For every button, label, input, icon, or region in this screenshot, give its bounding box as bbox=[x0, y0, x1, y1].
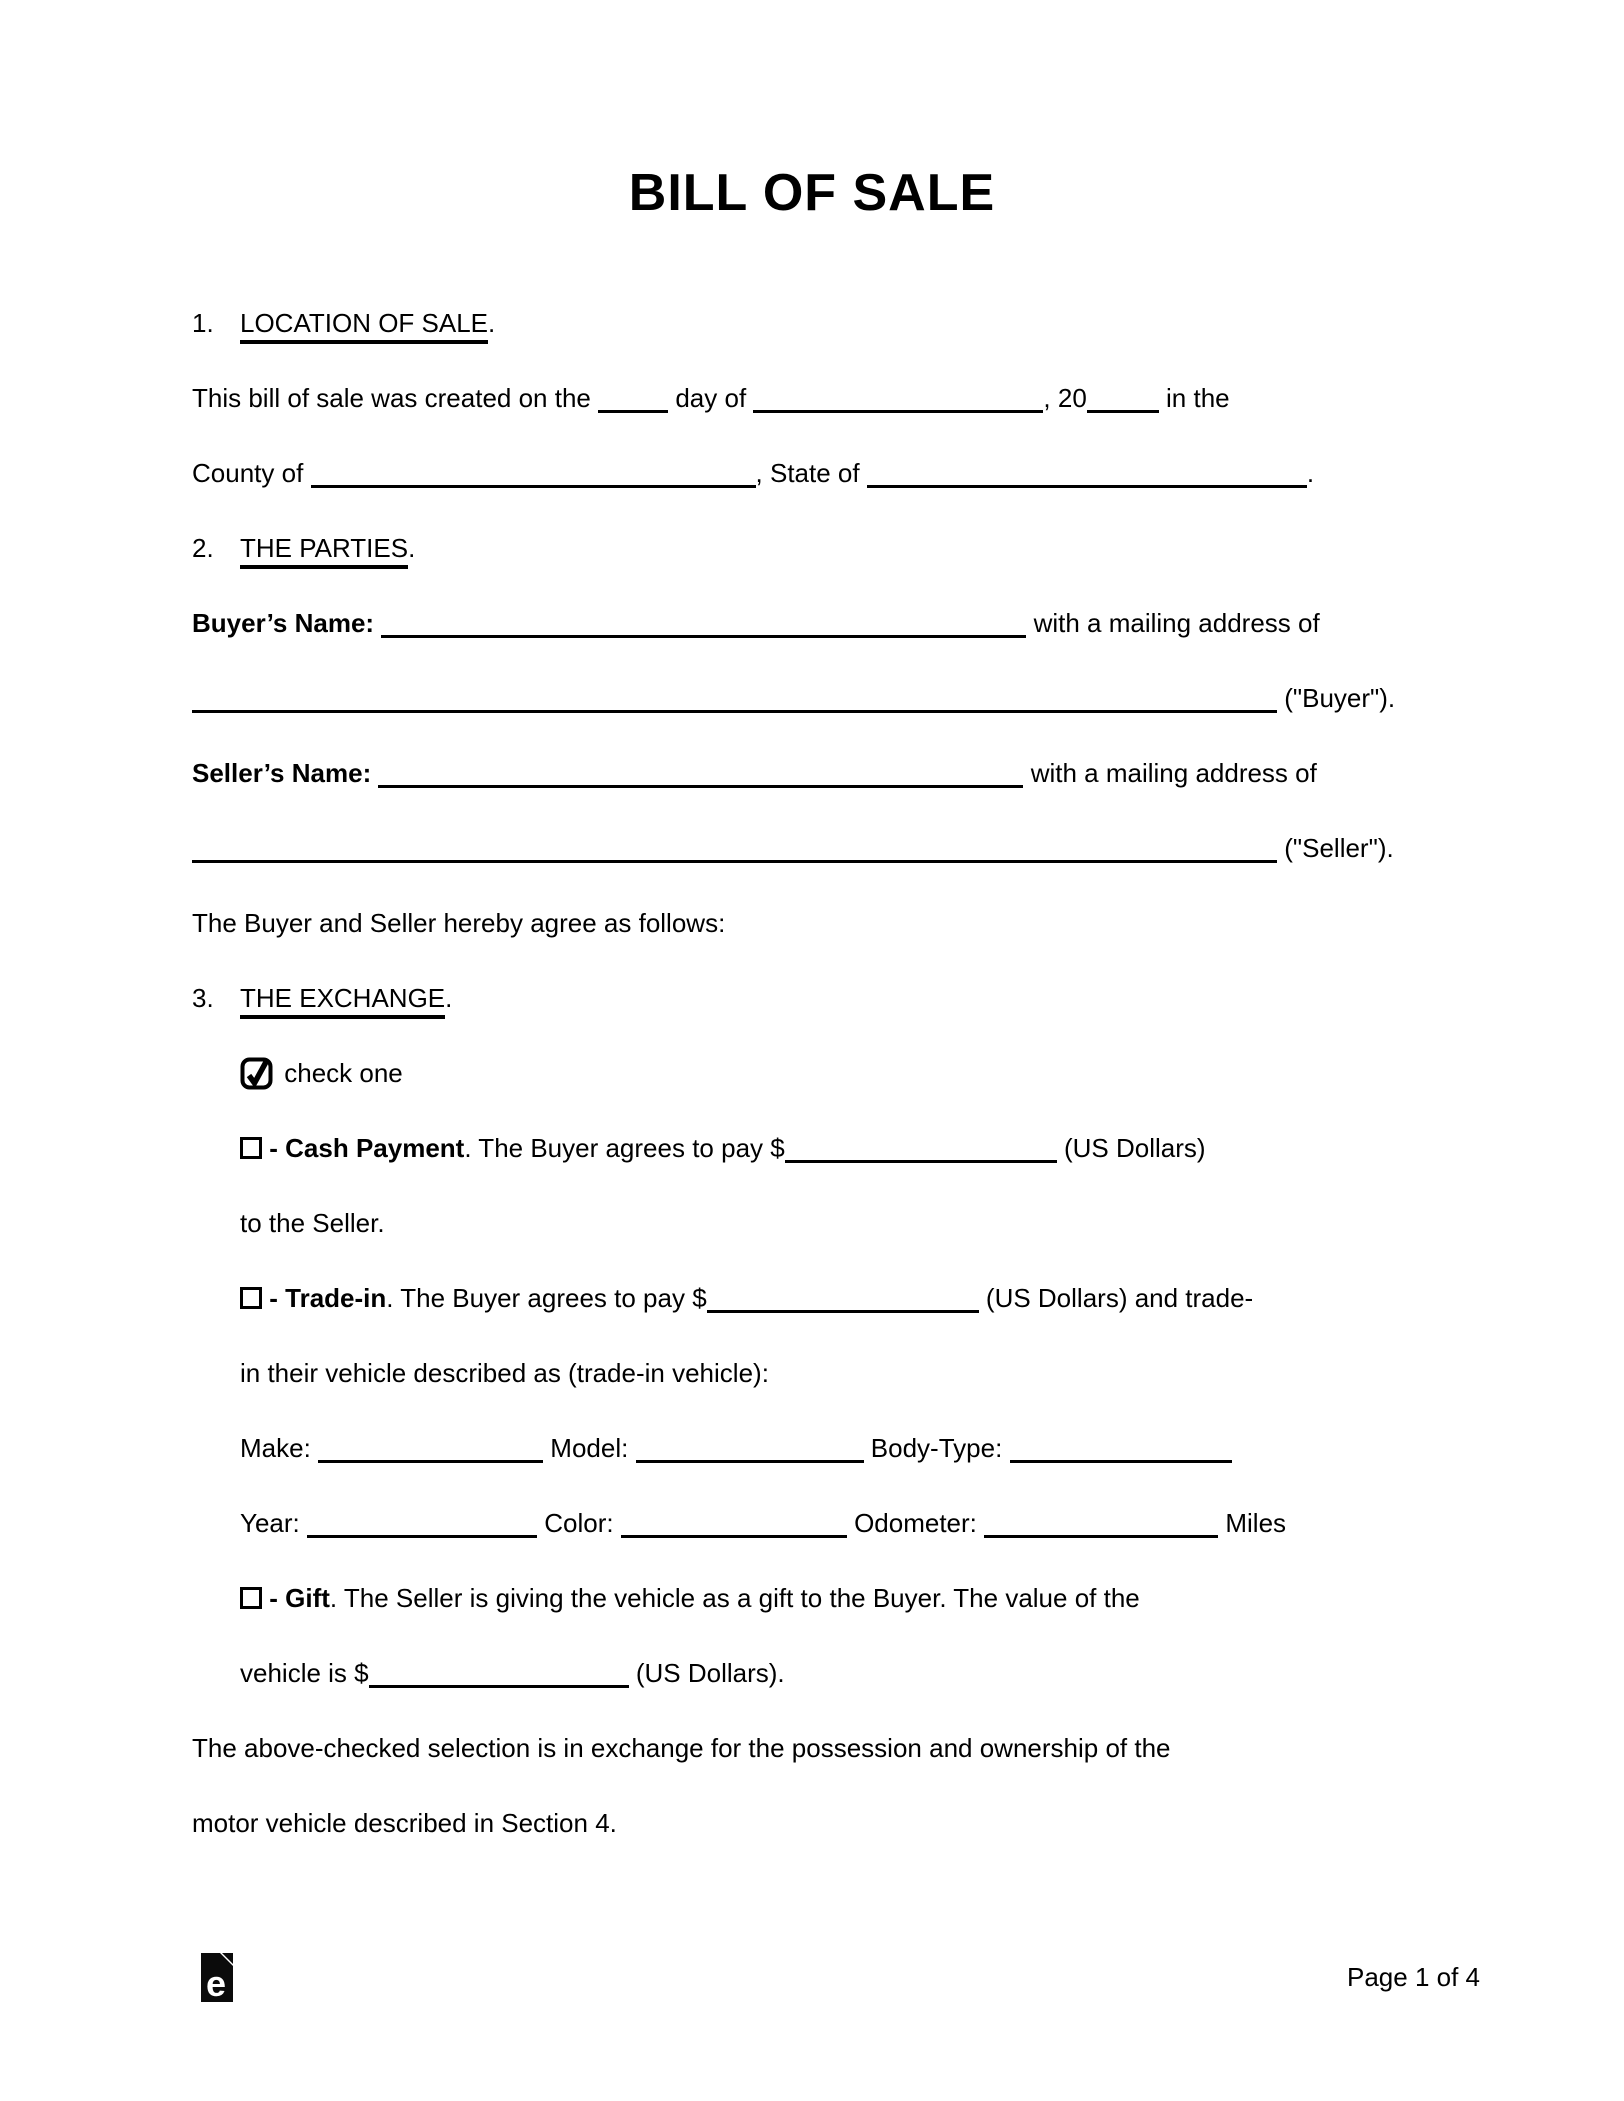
text-run: County of bbox=[192, 458, 304, 488]
section-3-number: 3. bbox=[192, 983, 214, 1013]
trade-in-label: Trade-in bbox=[285, 1283, 387, 1313]
state-blank-field[interactable] bbox=[867, 455, 1307, 488]
dash: - bbox=[269, 1133, 278, 1163]
section-1-heading-line bbox=[192, 286, 1442, 361]
text-run: . The Seller is giving the vehicle as a gift to the Buyer. The value of the bbox=[329, 1583, 1140, 1613]
text-run: vehicle is $ bbox=[240, 1658, 369, 1688]
section-2-number: 2. bbox=[192, 533, 214, 563]
seller-name-colon: : bbox=[362, 758, 372, 788]
miles-label: Miles bbox=[1225, 1508, 1287, 1538]
section-2-heading-period: . bbox=[408, 533, 416, 563]
buyer-name-label: Buyer’s Name bbox=[192, 608, 366, 638]
location-sentence-line-2 bbox=[192, 436, 1442, 511]
model-blank-field[interactable] bbox=[636, 1430, 864, 1463]
buyer-address-line bbox=[192, 661, 1442, 736]
make-label: Make: bbox=[240, 1433, 311, 1463]
trade-in-line-2 bbox=[192, 1336, 1442, 1411]
text-run: with a mailing address of bbox=[1033, 608, 1320, 638]
text-run: , State of bbox=[755, 458, 860, 488]
vehicle-fields-line-2 bbox=[192, 1486, 1442, 1561]
trade-in-checkbox[interactable] bbox=[240, 1287, 262, 1309]
form-body bbox=[192, 286, 1442, 1861]
check-one-label: check one bbox=[284, 1058, 403, 1088]
seller-address-line bbox=[192, 811, 1442, 886]
location-sentence-line-1 bbox=[192, 361, 1442, 436]
buyer-address-blank-field[interactable] bbox=[192, 680, 1277, 713]
gift-line-2 bbox=[192, 1636, 1442, 1711]
agreement-intro-line bbox=[192, 886, 1442, 961]
section-1-number: 1. bbox=[192, 308, 214, 338]
buyer-tag: ("Buyer"). bbox=[1284, 683, 1396, 713]
text-run: with a mailing address of bbox=[1030, 758, 1317, 788]
text-run: . The Buyer agrees to pay $ bbox=[386, 1283, 707, 1313]
gift-value-blank-field[interactable] bbox=[369, 1655, 629, 1688]
seller-name-label: Seller’s Name bbox=[192, 758, 363, 788]
gift-label: Gift bbox=[285, 1583, 330, 1613]
page-title: BILL OF SALE bbox=[628, 164, 996, 222]
text-run: . bbox=[1306, 458, 1315, 488]
eforms-logo-icon bbox=[200, 1952, 234, 2003]
text-run: (US Dollars) and trade- bbox=[985, 1283, 1254, 1313]
cash-payment-label: Cash Payment bbox=[285, 1133, 465, 1163]
cash-payment-checkbox[interactable] bbox=[240, 1137, 262, 1159]
gift-checkbox[interactable] bbox=[240, 1587, 262, 1609]
section-3-heading: THE EXCHANGE bbox=[240, 983, 445, 1019]
county-blank-field[interactable] bbox=[311, 455, 756, 488]
body-type-label: Body-Type: bbox=[870, 1433, 1003, 1463]
odometer-label: Odometer: bbox=[854, 1508, 977, 1538]
buyer-name-colon: : bbox=[365, 608, 375, 638]
check-one-line bbox=[192, 1036, 1442, 1111]
text-run: The above-checked selection is in exchange for the possession and ownership of the bbox=[192, 1733, 1171, 1763]
trade-amount-blank-field[interactable] bbox=[707, 1280, 979, 1313]
closing-line-1 bbox=[192, 1711, 1442, 1786]
text-run: The Buyer and Seller hereby agree as follows: bbox=[192, 908, 726, 938]
seller-address-blank-field[interactable] bbox=[192, 830, 1277, 863]
closing-line-2 bbox=[192, 1786, 1442, 1861]
text-run: motor vehicle described in Section 4. bbox=[192, 1808, 617, 1838]
month-blank-field[interactable] bbox=[753, 380, 1043, 413]
year-blank-field[interactable] bbox=[1087, 380, 1159, 413]
text-run: in the bbox=[1166, 383, 1230, 413]
section-2-heading: THE PARTIES bbox=[240, 533, 408, 569]
section-3-heading-period: . bbox=[445, 983, 453, 1013]
text-run: This bill of sale was created on the bbox=[192, 383, 591, 413]
checked-checkbox-icon[interactable] bbox=[240, 1056, 273, 1090]
page-number: Page 1 of 4 bbox=[1347, 1962, 1480, 1992]
text-run: (US Dollars). bbox=[635, 1658, 785, 1688]
section-1-heading: LOCATION OF SALE bbox=[240, 308, 488, 344]
seller-name-line bbox=[192, 736, 1442, 811]
body-type-blank-field[interactable] bbox=[1010, 1430, 1232, 1463]
dash: - bbox=[269, 1583, 278, 1613]
cash-amount-blank-field[interactable] bbox=[785, 1130, 1057, 1163]
odometer-blank-field[interactable] bbox=[984, 1505, 1218, 1538]
seller-tag: ("Seller"). bbox=[1284, 833, 1394, 863]
dash: - bbox=[269, 1283, 278, 1313]
make-blank-field[interactable] bbox=[318, 1430, 543, 1463]
vehicle-fields-line-1 bbox=[192, 1411, 1442, 1486]
text-run: (US Dollars) bbox=[1063, 1133, 1206, 1163]
day-blank-field[interactable] bbox=[598, 380, 668, 413]
gift-line bbox=[192, 1561, 1442, 1636]
text-run: to the Seller. bbox=[240, 1208, 385, 1238]
section-1-heading-period: . bbox=[488, 308, 496, 338]
cash-payment-line-2 bbox=[192, 1186, 1442, 1261]
text-run: , 20 bbox=[1043, 383, 1087, 413]
color-label: Color: bbox=[544, 1508, 614, 1538]
year-label: Year: bbox=[240, 1508, 300, 1538]
seller-name-blank-field[interactable] bbox=[378, 755, 1023, 788]
logo-letter: e bbox=[205, 1963, 227, 2003]
buyer-name-line bbox=[192, 586, 1442, 661]
text-run: in their vehicle described as (trade-in vehicle): bbox=[240, 1358, 769, 1388]
section-3-heading-line bbox=[192, 961, 1442, 1036]
text-run: . The Buyer agrees to pay $ bbox=[464, 1133, 785, 1163]
section-2-heading-line bbox=[192, 511, 1442, 586]
year-field-blank[interactable] bbox=[307, 1505, 537, 1538]
text-run: day of bbox=[675, 383, 747, 413]
color-blank-field[interactable] bbox=[621, 1505, 847, 1538]
buyer-name-blank-field[interactable] bbox=[381, 605, 1026, 638]
cash-payment-line bbox=[192, 1111, 1442, 1186]
trade-in-line bbox=[192, 1261, 1442, 1336]
model-label: Model: bbox=[550, 1433, 629, 1463]
